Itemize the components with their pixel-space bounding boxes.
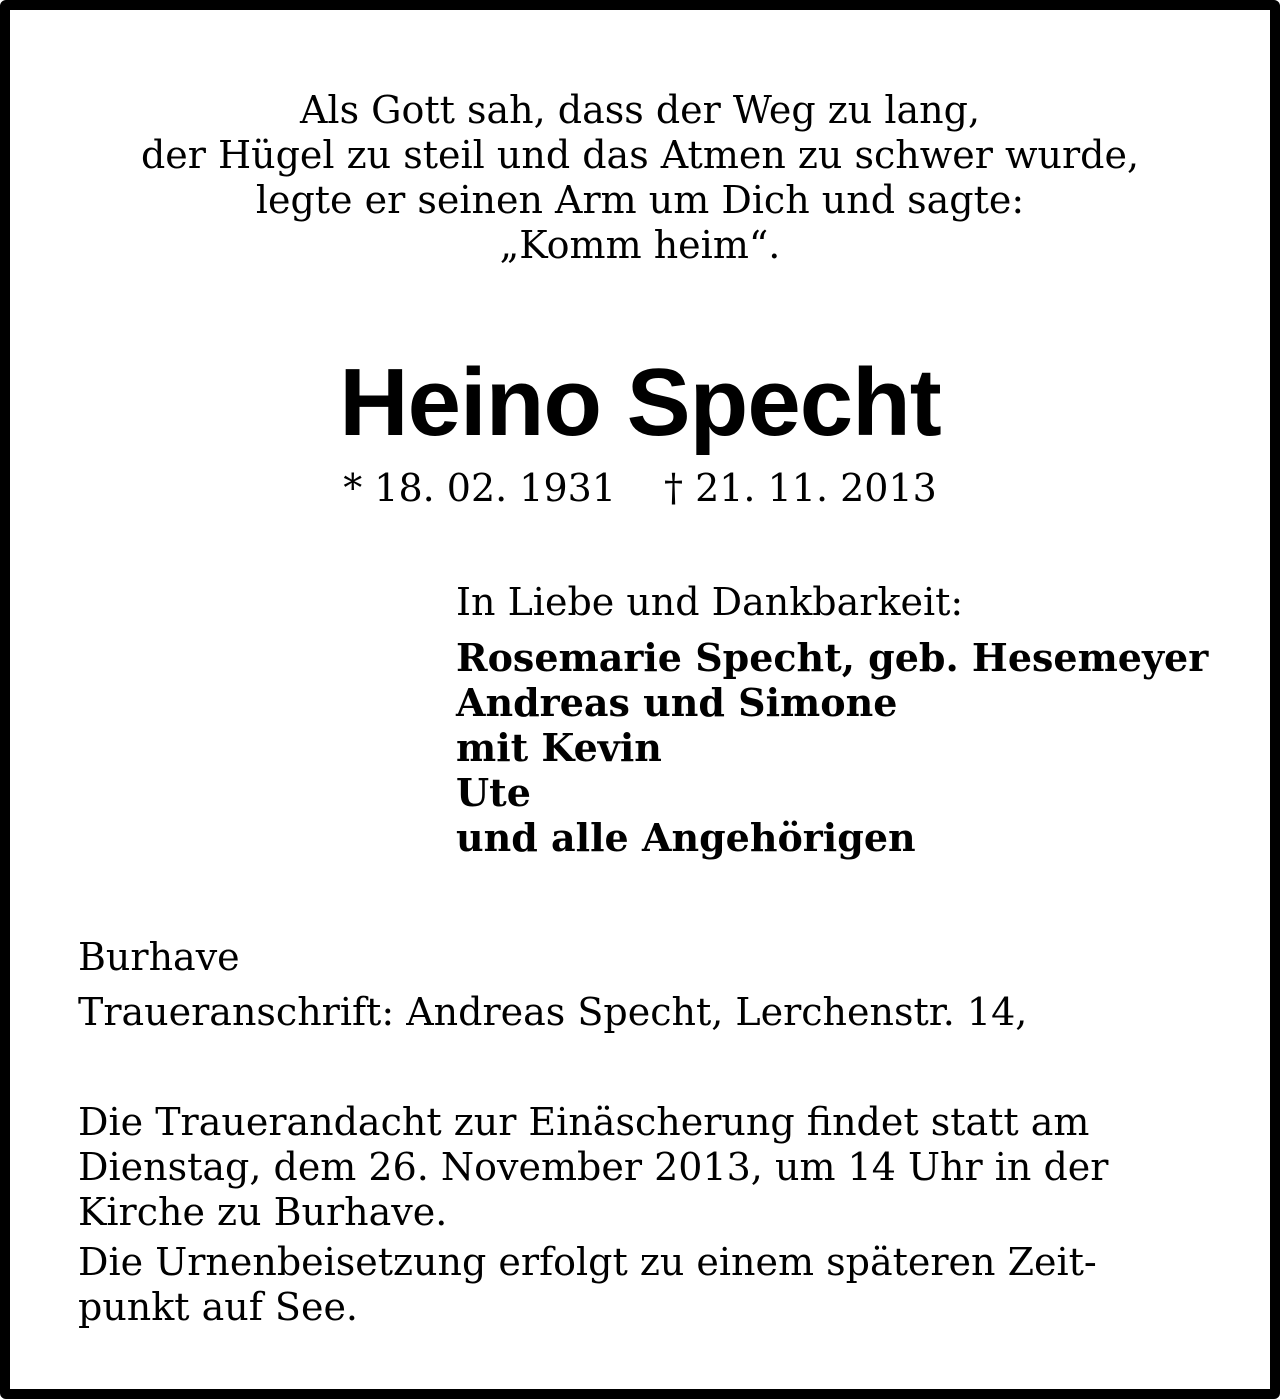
deceased-name: Heino Specht: [339, 349, 941, 456]
death-date: † 21. 11. 2013: [664, 466, 937, 510]
place-name: Burhave: [78, 935, 240, 979]
life-dates: [10, 466, 1270, 511]
verse-line: Als Gott sah, dass der Weg zu lang,: [299, 88, 981, 132]
mourners-intro: In Liebe und Dankbarkeit:: [456, 580, 964, 624]
service-line: Die Trauerandacht zur Einäscherung findet statt am: [78, 1100, 1090, 1144]
service-notice: [78, 1100, 1204, 1330]
mourning-address: Traueranschrift: Andreas Specht, Lerchenstr. 14,: [78, 990, 1028, 1034]
service-line: Kirche zu Burhave.: [78, 1190, 448, 1234]
mourner-name: Rosemarie Specht, geb. Hesemeyer: [456, 635, 1209, 680]
burial-line: Die Urnenbeisetzung erfolgt zu einem späteren Zeit-: [78, 1240, 1097, 1284]
location-block: [78, 930, 1027, 1040]
mourner-name: mit Kevin: [456, 725, 662, 770]
memorial-verse: [10, 88, 1270, 268]
mourner-name: Andreas und Simone: [456, 680, 898, 725]
verse-line: legte er seinen Arm um Dich und sagte:: [255, 178, 1025, 222]
mourner-name: Ute: [456, 770, 531, 815]
mourners-block: [456, 580, 1208, 860]
service-line: Dienstag, dem 26. November 2013, um 14 Uhr in der: [78, 1145, 1109, 1189]
verse-line: der Hügel zu steil und das Atmen zu schwer wurde,: [140, 133, 1140, 177]
birth-date: * 18. 02. 1931: [343, 466, 616, 510]
verse-line: „Komm heim“.: [499, 223, 781, 267]
burial-line: punkt auf See.: [78, 1285, 359, 1329]
mourner-name: und alle Angehörigen: [456, 815, 916, 860]
